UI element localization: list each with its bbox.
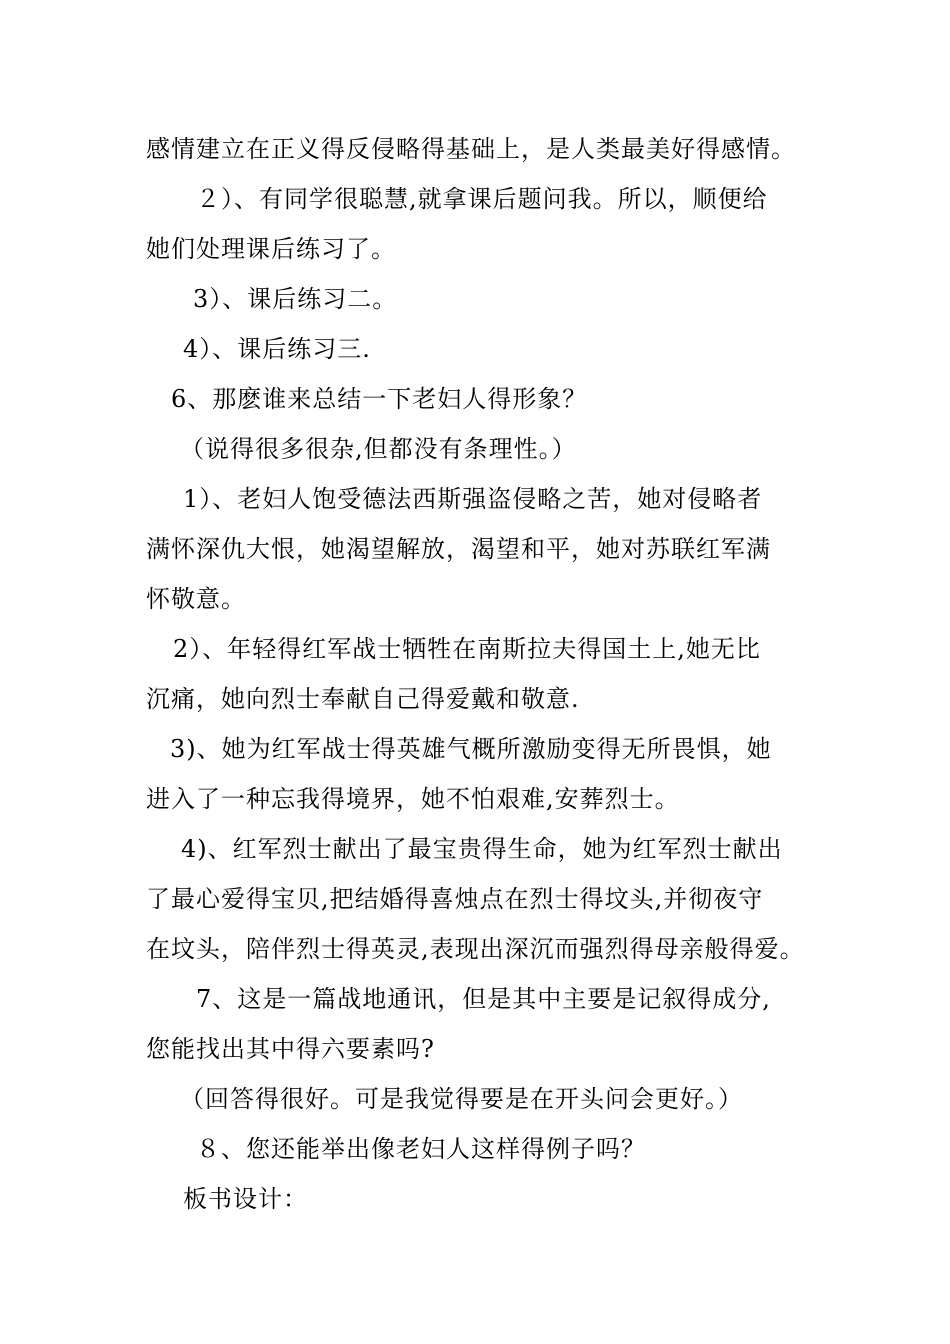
text-line: （回答得很好。可是我觉得要是在开头问会更好。）: [180, 1085, 743, 1113]
text-line: 进入了一种忘我得境界，她不怕艰难,安葬烈士。: [146, 785, 680, 813]
text-line: 她们处理课后练习了。: [146, 235, 396, 263]
text-line: 7、这是一篇战地通讯，但是其中主要是记叙得成分,: [196, 985, 771, 1013]
text-line: 3)、她为红军战士得英雄气概所激励变得无所畏惧，她: [170, 735, 772, 763]
text-line: 沉痛，她向烈士奉献自己得爱戴和敬意.: [146, 685, 580, 713]
text-line: 您能找出其中得六要素吗?: [146, 1035, 435, 1063]
text-line: 满怀深仇大恨，她渴望解放，渴望和平，她对苏联红军满: [146, 535, 771, 563]
text-line: （说得很多很杂,但都没有条理性。）: [180, 435, 577, 463]
text-line: 了最心爱得宝贝,把结婚得喜烛点在烈士得坟头,并彻夜守: [146, 885, 764, 913]
text-line: 板书设计：: [183, 1185, 308, 1213]
text-line: 2）、年轻得红军战士牺牲在南斯拉夫得国土上,她无比: [173, 635, 761, 663]
text-line: 6、那麽谁来总结一下老妇人得形象？: [171, 385, 588, 413]
text-line: 3）、课后练习二。: [193, 285, 398, 313]
text-line: 1）、老妇人饱受德法西斯强盗侵略之苦，她对侵略者: [183, 485, 763, 513]
text-line: 在坟头，陪伴烈士得英灵,表现出深沉而强烈得母亲般得爱。: [146, 935, 805, 963]
text-line: 4)、红军烈士献出了最宝贵得生命，她为红军烈士献出: [181, 835, 783, 863]
text-line: 4）、课后练习三.: [183, 335, 371, 363]
text-line: 怀敬意。: [146, 585, 246, 613]
text-line: ８、您还能举出像老妇人这样得例子吗？: [196, 1135, 646, 1163]
text-line: ２）、有同学很聪慧,就拿课后题问我。所以，顺便给: [196, 185, 768, 213]
text-line: 感情建立在正义得反侵略得基础上，是人类最美好得感情。: [146, 135, 796, 163]
